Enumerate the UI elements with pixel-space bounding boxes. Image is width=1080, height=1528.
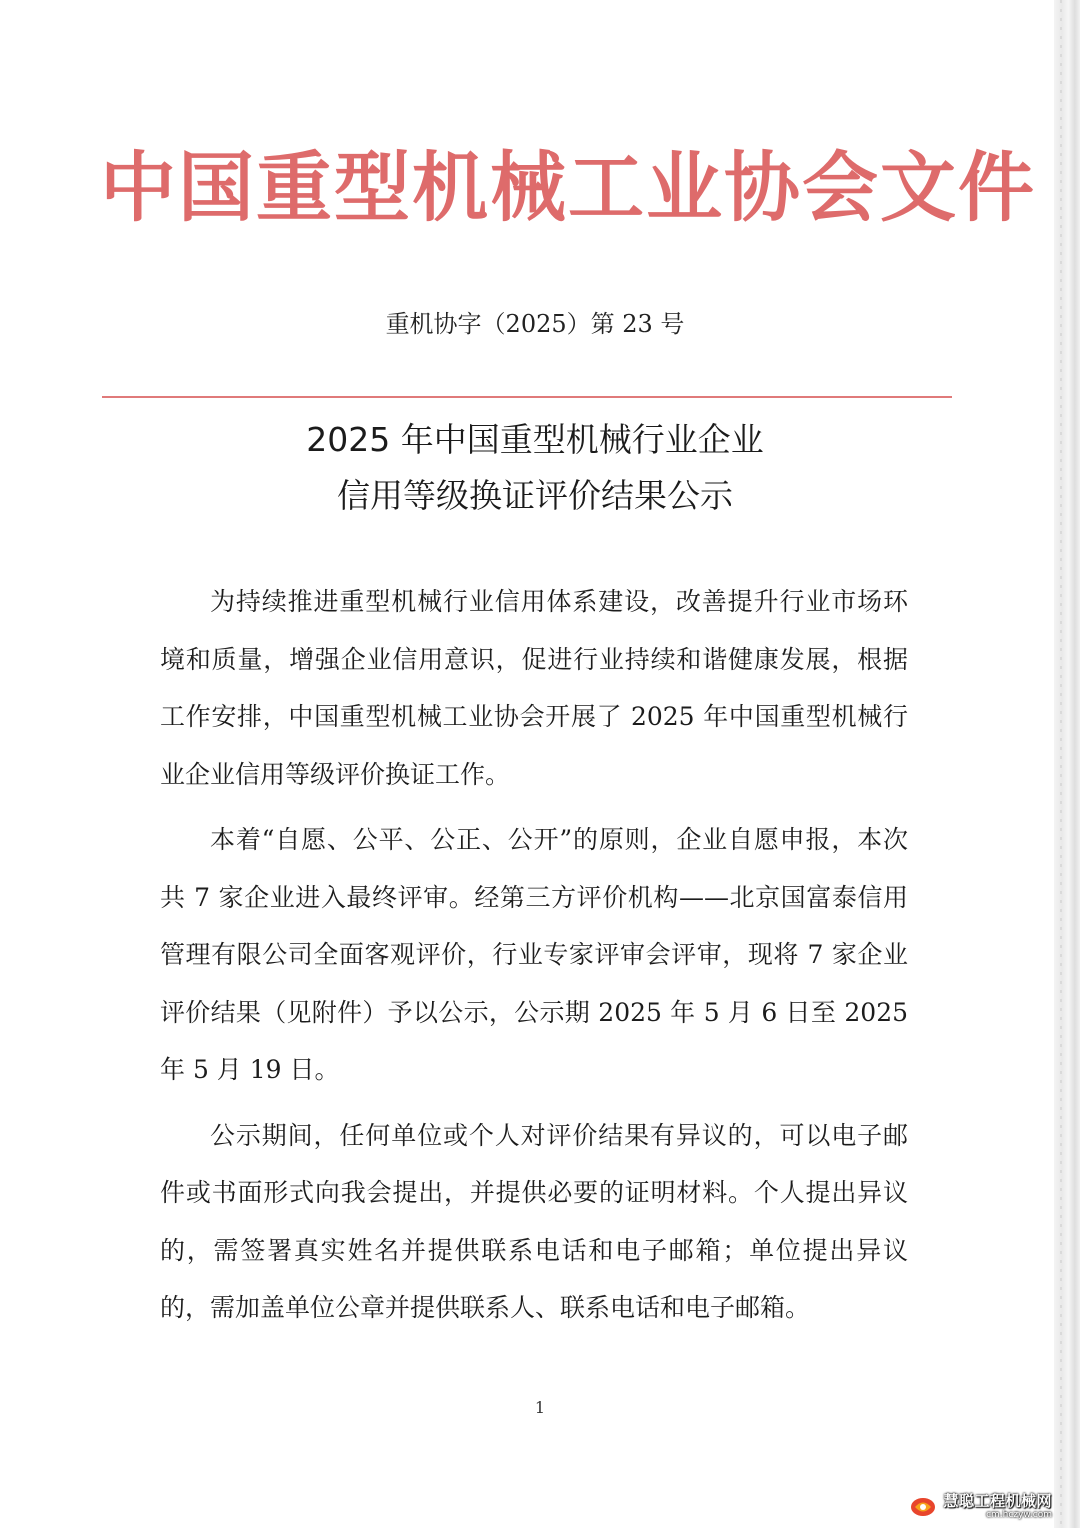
body-paragraph: 本着“自愿、公平、公正、公开”的原则，企业自愿申报，本次共 7 家企业进入最终评审。经第三方评价机构——北京国富泰信用管理有限公司全面客观评价，行业专家评审会评审，现将 7 家企业评价结果（见附件）予以公示，公示期 2025 年 5 月 6 日至 2025 年 5 月 19 日。 [160,825,908,1084]
site-watermark [909,1494,1052,1520]
masthead-title: 中国重型机械工业协会文件 [100,143,1036,232]
notice-title-line-1: 2025 年中国重型机械行业企业 [306,420,764,459]
body-paragraph: 为持续推进重型机械行业信用体系建设，改善提升行业市场环境和质量，增强企业信用意识，促进行业持续和谐健康发展，根据工作安排，中国重型机械工业协会开展了 2025 年中国重型机械行业企业信用等级评价换证工作。 [160,587,908,789]
watermark-url: cm.hczyw.com [986,1510,1052,1520]
body-paragraph: 公示期间，任何单位或个人对评价结果有异议的，可以电子邮件或书面形式向我会提出，并提供必要的证明材料。个人提出异议的，需签署真实姓名并提供联系电话和电子邮箱；单位提出异议的，需加盖单位公章并提供联系人、联系电话和电子邮箱。 [160,1120,908,1322]
document-number: 重机协字（2025）第 23 号 [385,310,685,338]
red-divider-rule [102,396,952,398]
page-number: 1 [534,1398,546,1417]
notice-body [160,573,908,1345]
notice-title-line-2: 信用等级换证评价结果公示 [337,476,733,515]
watermark-name: 慧聪工程机械网 [943,1492,1052,1510]
notice-title [100,412,970,524]
scan-edge-artifact [1054,0,1080,1528]
watermark-logo-icon [909,1496,937,1518]
